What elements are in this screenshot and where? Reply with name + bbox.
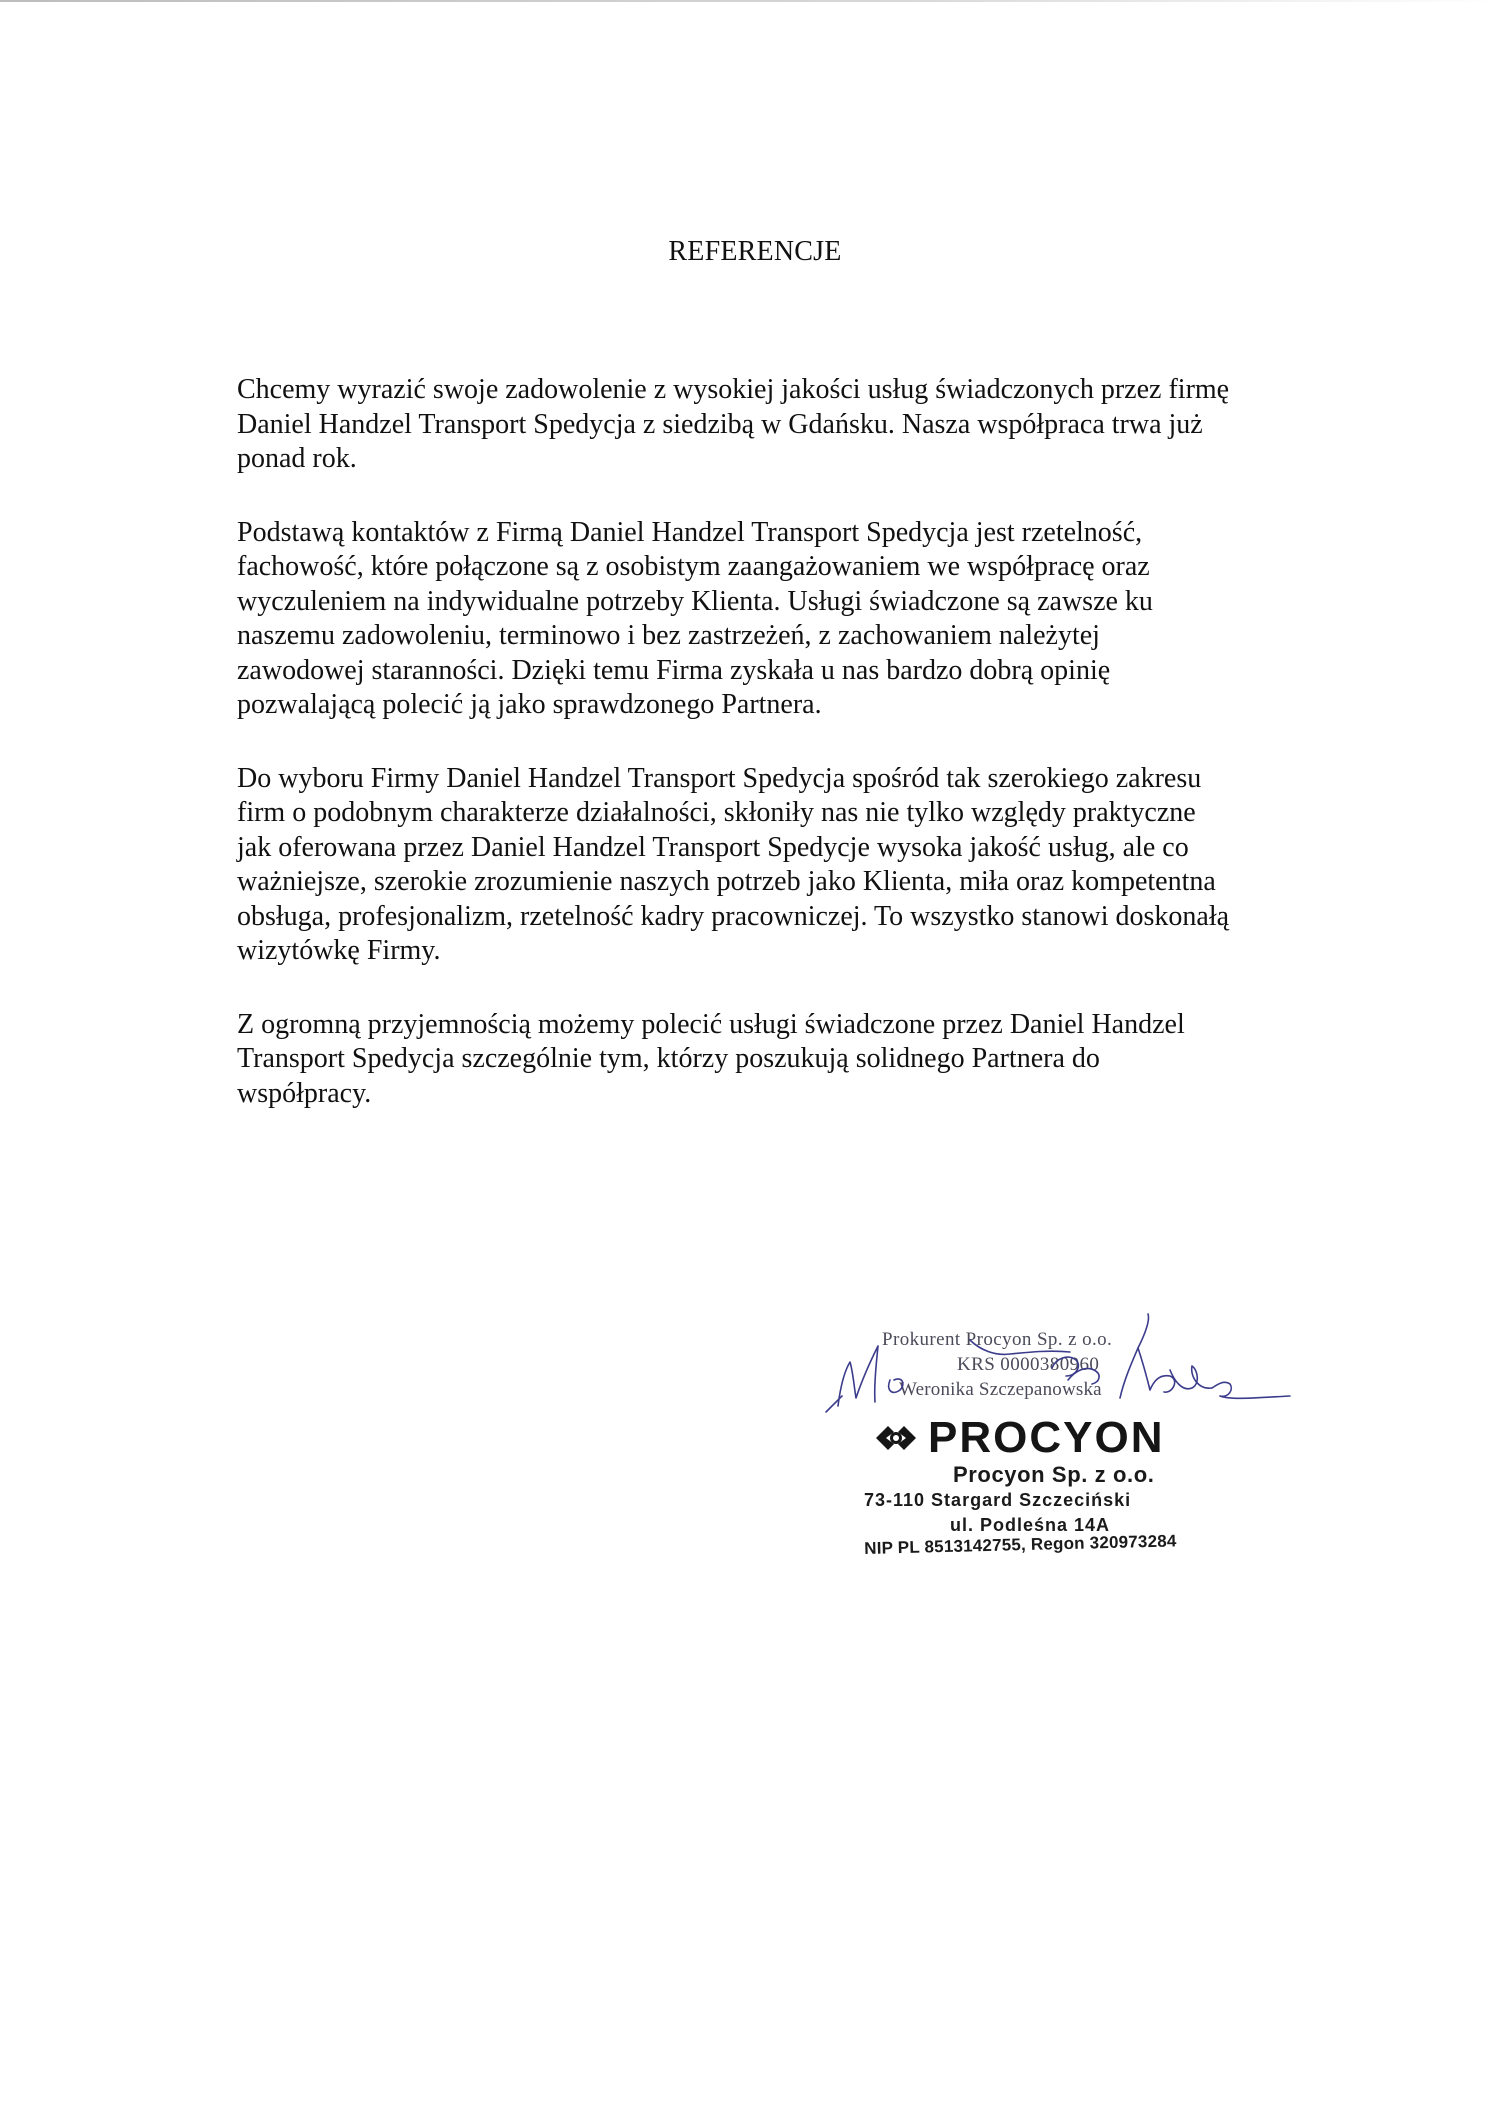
letter-body [237, 373, 1327, 1150]
stamp-company-name: Procyon Sp. z o.o. [953, 1462, 1155, 1487]
text-line: Podstawą kontaktów z Firmą Daniel Handzel Transport Spedycja jest rzetelność, [237, 516, 1143, 548]
stamp-nip-regon: NIP PL 8513142755, Regon 320973284 [864, 1531, 1177, 1558]
text-line: ponad rok. [237, 443, 357, 474]
text-line: wyczuleniem na indywidualne potrzeby Klienta. Usługi świadczone są zawsze ku [237, 585, 1153, 617]
text-line: firm o podobnym charakterze działalności, skłoniły nas nie tylko względy praktyczne [237, 797, 1196, 828]
procyon-logo [870, 1414, 1164, 1462]
text-line: naszemu zadowoleniu, terminowo i bez zastrzeżeń, z zachowaniem należytej [237, 620, 1100, 651]
text-line: Z ogromną przyjemnością możemy polecić usługi świadczone przez Daniel Handzel [237, 1008, 1185, 1040]
text-line: Chcemy wyrazić swoje zadowolenie z wysokiej jakości usług świadczonych przez firmę [237, 374, 1230, 405]
paragraph-2 [237, 516, 1327, 723]
stamp-krs: KRS 0000380960 [957, 1354, 1100, 1375]
company-stamp [820, 1310, 1300, 1580]
paragraph-4 [237, 1008, 1327, 1112]
text-line: ważniejsze, szerokie zrozumienie naszych potrzeb jako Klienta, miła oraz kompetentna [237, 866, 1216, 897]
text-line: współpracy. [237, 1077, 372, 1109]
text-line: Transport Spedycja szczególnie tym, którzy poszukują solidnego Partnera do [237, 1043, 1100, 1074]
paragraph-1 [237, 373, 1327, 477]
text-line: obsługa, profesjonalizm, rzetelność kadry pracowniczej. To wszystko stanowi doskonałą [237, 900, 1230, 932]
page-title: REFERENCJE [668, 236, 842, 267]
text-line: wizytówkę Firmy. [237, 935, 441, 966]
procyon-logo-icon [870, 1418, 922, 1458]
stamp-signatory-name: Weronika Szczepanowska [899, 1379, 1102, 1400]
text-line: zawodowej staranności. Dzięki temu Firma zyskała u nas bardzo dobrą opinię [237, 654, 1111, 686]
paragraph-3 [237, 762, 1327, 969]
stamp-street: ul. Podleśna 14A [950, 1515, 1111, 1535]
logo-wordmark: PROCYON [928, 1413, 1165, 1462]
text-line: fachowość, które połączone są z osobistym zaangażowaniem we współpracę oraz [237, 551, 1150, 582]
text-line: Do wyboru Firmy Daniel Handzel Transport Spedycja spośród tak szerokiego zakresu [237, 762, 1202, 794]
scan-edge-artifact [0, 0, 1500, 2]
stamp-prokurent: Prokurent Procyon Sp. z o.o. [882, 1329, 1113, 1350]
text-line: jak oferowana przez Daniel Handzel Transport Spedycje wysoka jakość usług, ale co [237, 831, 1189, 863]
text-line: Daniel Handzel Transport Spedycja z siedzibą w Gdańsku. Nasza współpraca trwa już [237, 408, 1203, 440]
stamp-city: 73-110 Stargard Szczeciński [864, 1490, 1132, 1510]
text-line: pozwalającą polecić ją jako sprawdzonego Partnera. [237, 689, 822, 720]
